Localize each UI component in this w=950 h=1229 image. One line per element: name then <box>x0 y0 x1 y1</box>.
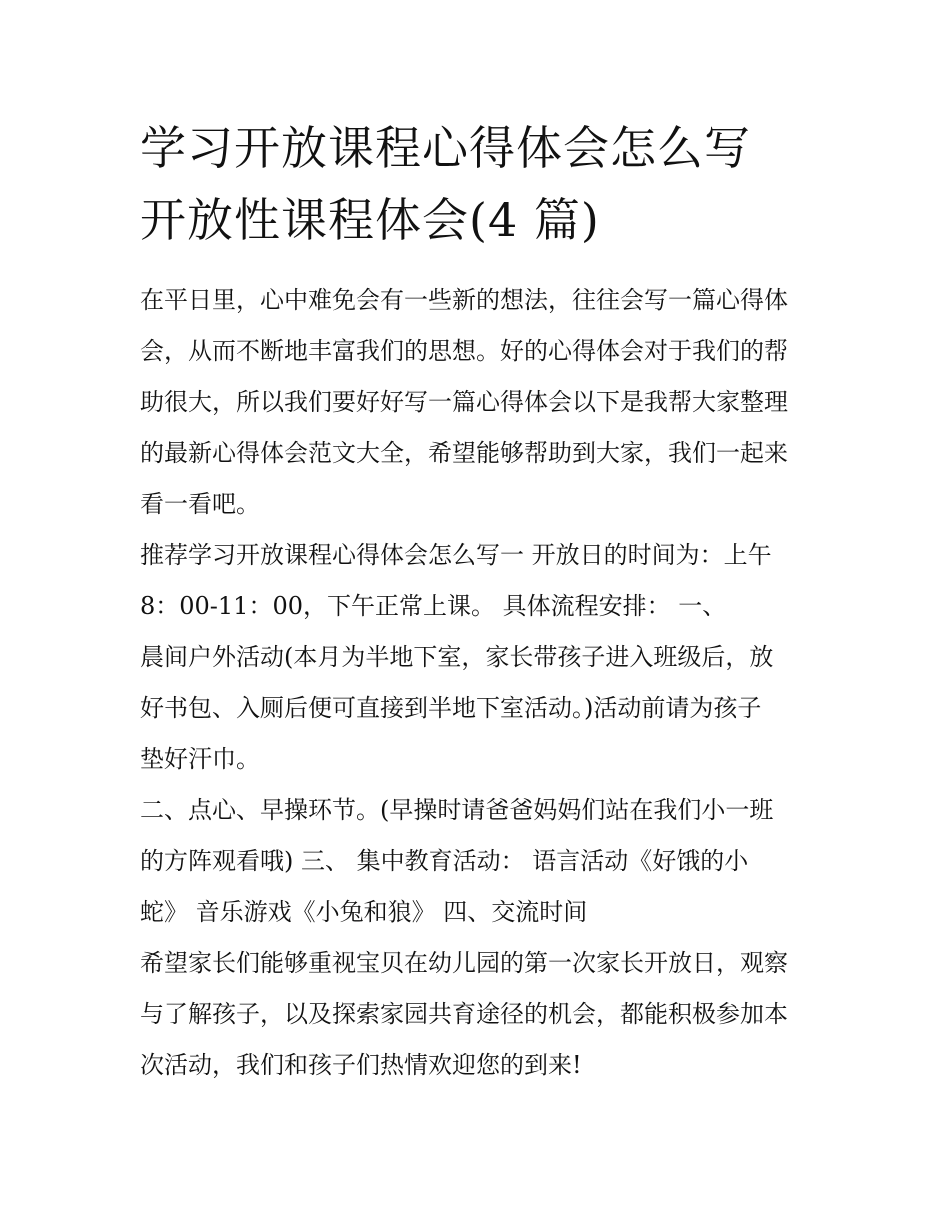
document-title: 学习开放课程心得体会怎么写 开放性课程体会(4 篇) <box>140 121 751 247</box>
paragraph-closing: 希望家长们能够重视宝贝在幼儿园的第一次家长开放日，观察 与了解孩子，以及探索家园共育途径的机会，都能积极参加本 次活动，我们和孩子们热情欢迎您的到来! <box>140 949 788 1079</box>
paragraph-schedule: 推荐学习开放课程心得体会怎么写一 开放日的时间为：上午 8：00-11：00，下午正常上课。 具体流程安排： 一、 晨间户外活动(本月为半地下室，家长带孩子进入班级后，放 好书包、入厕后便可直接到半地下室活动。)活动前请为孩子 垫好汗巾。 <box>140 541 774 773</box>
document-body <box>140 275 815 1091</box>
paragraph-intro: 在平日里，心中难免会有一些新的想法，往往会写一篇心得体 会，从而不断地丰富我们的思想。好的心得体会对于我们的帮 助很大，所以我们要好好写一篇心得体会以下是我帮大家整理 的最新心得体会范文大全，希望能够帮助到大家，我们一起来 看一看吧。 <box>140 286 788 518</box>
paragraph-activities: 二、点心、早操环节。(早操时请爸爸妈妈们站在我们小一班 的方阵观看哦) 三、 集中教育活动： 语言活动《好饿的小 蛇》 音乐游戏《小兔和狼》 四、交流时间 <box>140 796 774 926</box>
